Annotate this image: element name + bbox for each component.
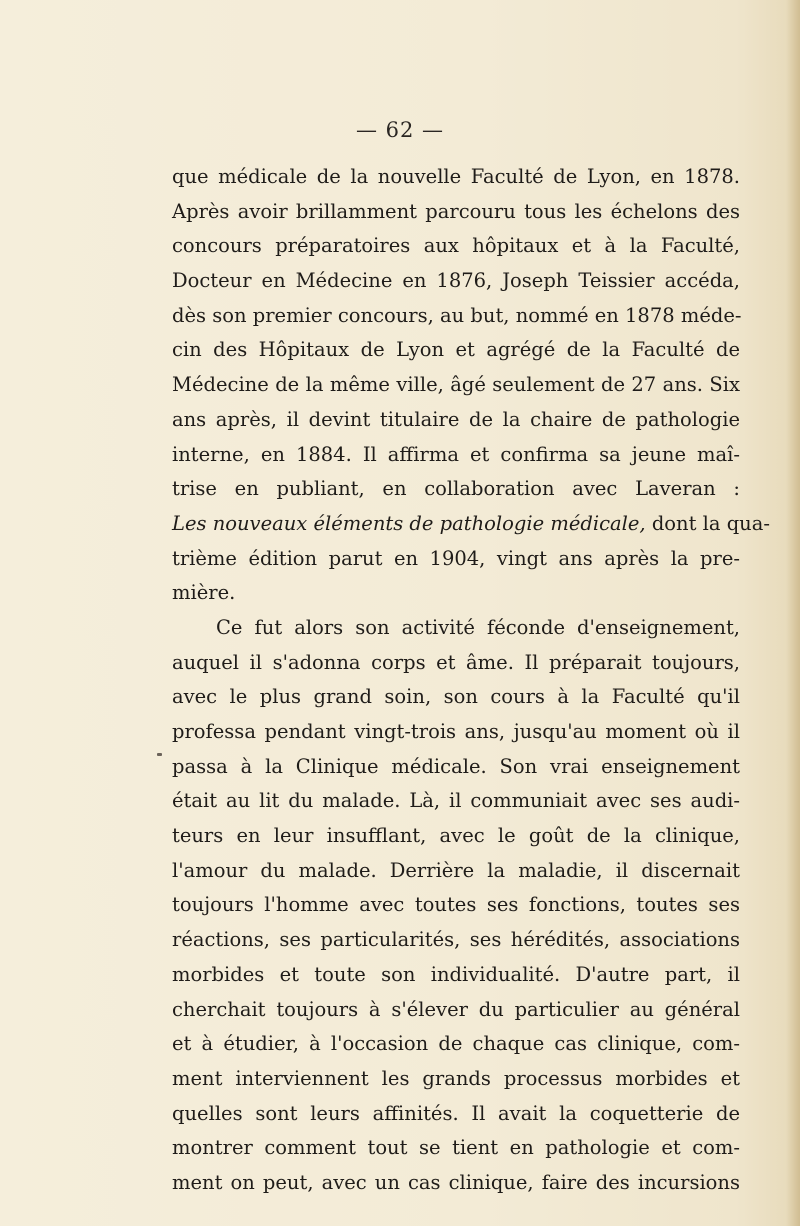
text-line: teurs en leur insufflant, avec le goût de la clinique, xyxy=(172,824,740,848)
text-line: ans après, il devint titulaire de la chaire de pathologie xyxy=(172,407,740,431)
text-line: interne, en 1884. Il affirma et confirma sa jeune maî- xyxy=(172,442,740,466)
page-edge-shadow xyxy=(786,0,800,1226)
text-line-paragraph-start: Ce fut alors son activité féconde d'enseignement, xyxy=(216,615,740,639)
text-line: ment on peut, avec un cas clinique, faire des incursions xyxy=(172,1170,740,1194)
text-line: ment interviennent les grands processus morbides et xyxy=(172,1066,740,1090)
text-line: auquel il s'adonna corps et âme. Il préparait toujours, xyxy=(172,650,740,674)
text-line: trise en publiant, en collaboration avec Laveran : xyxy=(172,477,740,501)
text-line: et à étudier, à l'occasion de chaque cas clinique, com- xyxy=(172,1032,740,1056)
text-line: passa à la Clinique médicale. Son vrai enseignement xyxy=(172,754,740,778)
text-line: réactions, ses particularités, ses hérédités, associations xyxy=(172,928,740,952)
text-line: quelles sont leurs affinités. Il avait la coquetterie de xyxy=(172,1101,740,1125)
text-line: l'amour du malade. Derrière la maladie, il discernait xyxy=(172,858,740,882)
text-line: cin des Hôpitaux de Lyon et agrégé de la Faculté de xyxy=(172,338,740,362)
ink-speck xyxy=(157,753,162,756)
text-fragment: dont la qua- xyxy=(651,511,770,535)
text-line: Après avoir brillamment parcouru tous les échelons des xyxy=(172,199,740,223)
text-line: toujours l'homme avec toutes ses fonctions, toutes ses xyxy=(172,893,740,917)
text-line: montrer comment tout se tient en pathologie et com- xyxy=(172,1136,740,1160)
text-line: Docteur en Médecine en 1876, Joseph Teissier accéda, xyxy=(172,269,740,293)
book-title-italic: Les nouveaux éléments de pathologie médicale, xyxy=(172,511,646,535)
text-line: dès son premier concours, au but, nommé en 1878 méde- xyxy=(172,303,742,327)
text-line: cherchait toujours à s'élever du particulier au général xyxy=(172,997,740,1021)
text-line-mixed xyxy=(172,507,770,542)
text-line: avec le plus grand soin, son cours à la Faculté qu'il xyxy=(172,685,740,709)
text-line: mière. xyxy=(172,581,236,605)
text-line: était au lit du malade. Là, il communiait avec ses audi- xyxy=(172,789,740,813)
text-line: que médicale de la nouvelle Faculté de Lyon, en 1878. xyxy=(172,165,740,188)
body-text xyxy=(172,160,770,1201)
page-number: — 62 — xyxy=(355,118,445,142)
text-line: concours préparatoires aux hôpitaux et à la Faculté, xyxy=(172,234,740,258)
text-line: Médecine de la même ville, âgé seulement de 27 ans. Six xyxy=(172,373,740,397)
text-line: morbides et toute son individualité. D'autre part, il xyxy=(172,962,740,986)
text-line: trième édition parut en 1904, vingt ans après la pre- xyxy=(172,546,740,570)
text-line: professa pendant vingt-trois ans, jusqu'au moment où il xyxy=(172,720,740,743)
